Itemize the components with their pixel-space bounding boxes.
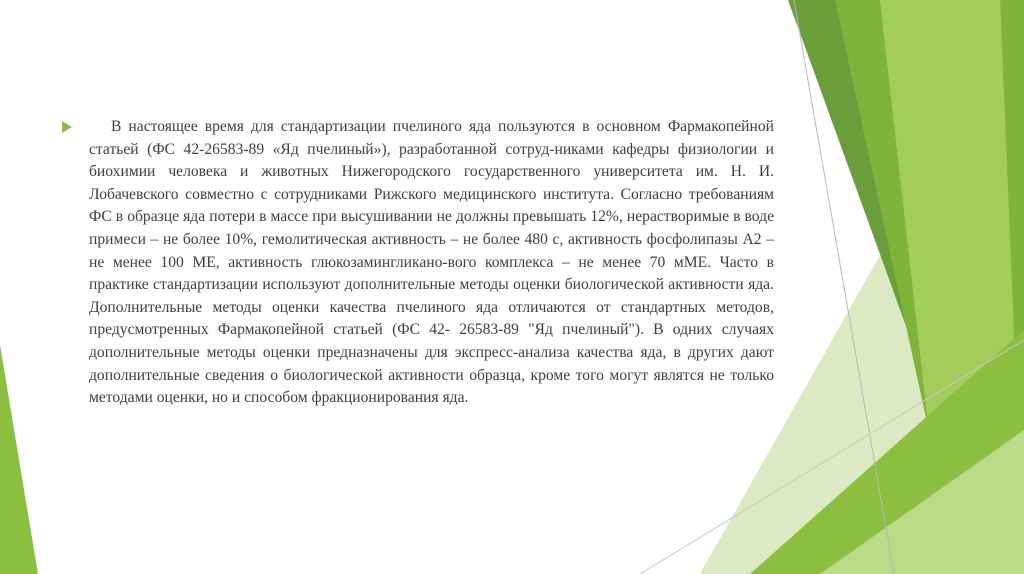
triangle-right-icon — [62, 121, 72, 133]
left-edge-stripe — [0, 345, 38, 574]
slide-body — [62, 116, 774, 410]
bullet-item — [62, 116, 774, 410]
body-paragraph: В настоящее время для стандартизации пчелиного яда пользуются в основном Фармакопейной статьей (ФС 42-26583-89 «Яд пчелиный»), разработанной сотруд-никами кафедры физиологии и биохимии человека и животных Нижегородского государственного университета им. Н. И. Лобачевского совместно с сотрудниками Рижского медицинского института. Согласно требованиям ФС в образце яда потери в массе при высушивании не должны превышать 12%, нерастворимые в воде примеси – не более 10%, гемолитическая активность – не более 480 с, активность фосфолипазы А2 – не менее 100 МЕ, активность глюкозамингликано-вого комплекса – не менее 70 мМЕ. Часто в практике стандартизации используют дополнительные методы оценки биологической активности яда. Дополнительные методы оценки качества пчелиного яда отличаются от стандартных методов, предусмотренных Фармакопейной статьей (ФС 42- 26583-89 "Яд пчелиный"). В одних случаях дополнительные методы оценки предназначены для экспресс-анализа качества яда, в других дают дополнительные сведения о биологической активности образца, кроме того могут являтся не только методами оценки, но и способом фракционирования яда. — [89, 118, 774, 407]
